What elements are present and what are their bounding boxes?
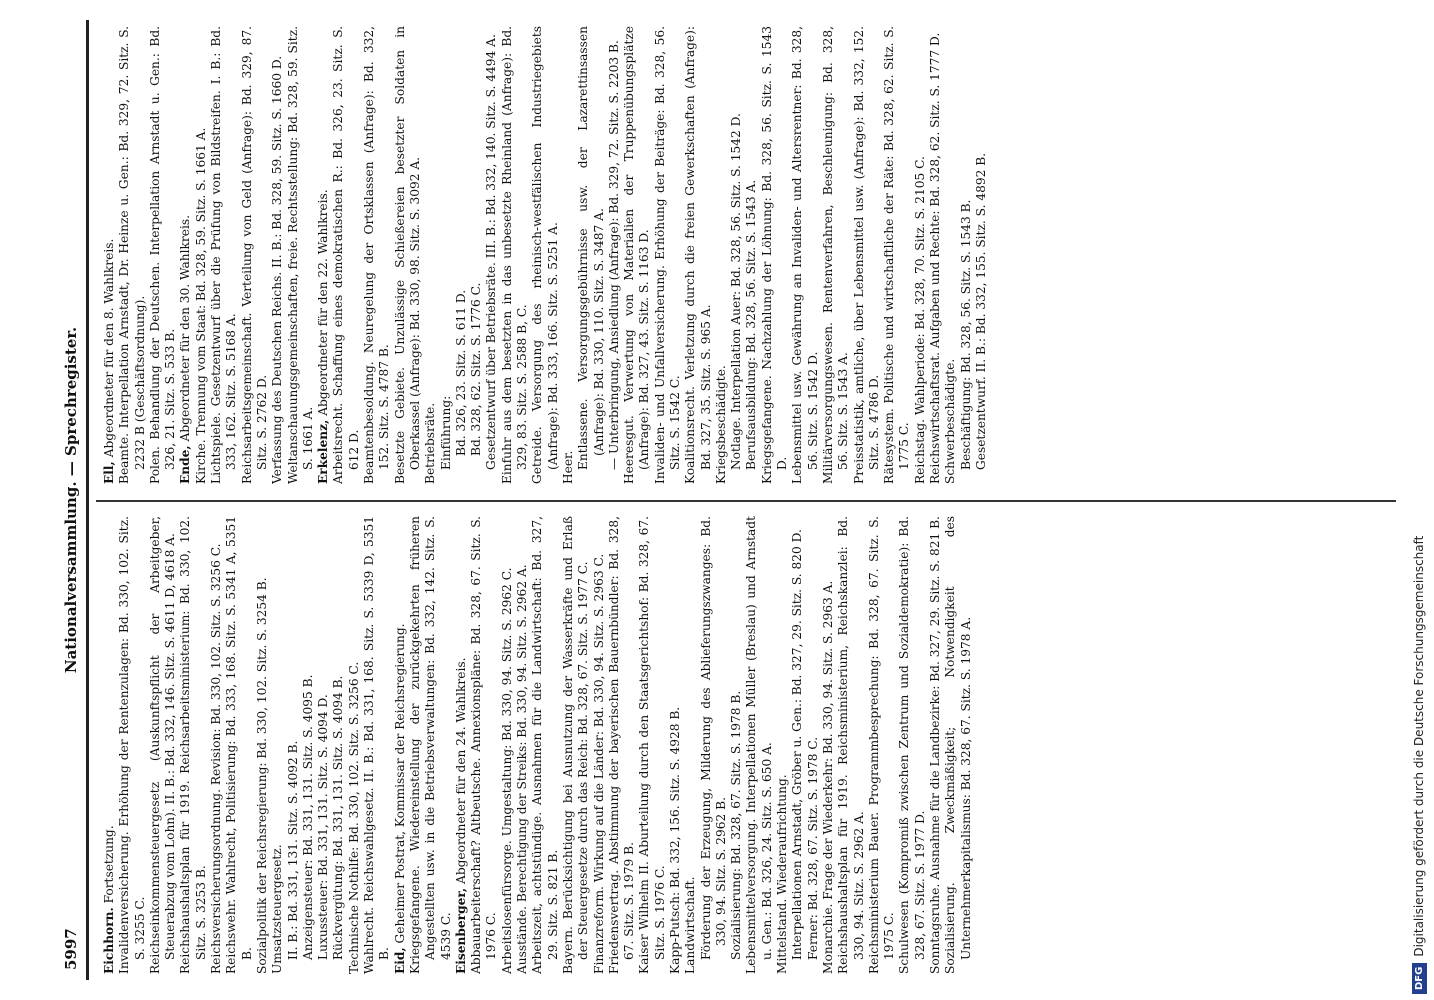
register-entry-eid — [393, 516, 408, 974]
list-item: Reichshaushaltsplan für 1919. Reichsarbeitsministerium: Bd. 330, 102. Sitz. S. 3253 B. — [178, 516, 208, 974]
entry-name: Eisenberger, — [453, 887, 468, 974]
list-item: Reichsarbeitsgemeinschaft. Verteilung von Geld (Anfrage): Bd. 329, 87. Sitz. S. 2762 D. — [239, 26, 269, 484]
list-item: Betriebsräte. — [423, 402, 438, 484]
list-item: Polen. Behandlung der Deutschen. Interpellation Arnstadt u. Gen.: Bd. 326, 21. Sitz. S. 533 B. — [147, 26, 178, 484]
list-item: Kirche. Trennung vom Staat: Bd. 328, 59. Sitz. S. 1661 A. — [193, 127, 208, 484]
entry-description: Abgeordneter für den 30. Wahlkreis. — [178, 215, 193, 442]
list-item: Reichsministerium Bauer. Programmbesprechung: Bd. 328, 67. Sitz. S. 1975 C. — [866, 516, 897, 974]
list-item: Kaiser Wilhelm II. Aburteilung durch den Staatsgerichtshof: Bd. 328, 67. Sitz. S. 1976 C. — [637, 516, 667, 974]
entry-description: Abgeordneter für den 24. Wahlkreis. — [453, 657, 468, 884]
list-item: Berufsausbildung: Bd. 328, 56. Sitz. S. 1543 A. — [744, 179, 759, 470]
list-item: Beschäftigung: Bd. 328, 56. Sitz. S. 1543 B. — [958, 199, 973, 470]
list-item: Einfuhr aus dem besetzten in das unbesetzte Rheinland (Anfrage): Bd. 329, 83. Sitz. S. 2588 B, C. — [499, 26, 530, 484]
list-item: Invalidenversicherung. Erhöhung der Rentenzulagen: Bd. 330, 102. Sitz. S. 3255 C. — [117, 516, 147, 974]
list-item: Lebensmittel usw. Gewährung an Invaliden- und Altersrentner: Bd. 328, 56. Sitz. S. 1542 D. — [790, 26, 820, 484]
list-item: Einführung: — [438, 395, 453, 470]
list-item: Verfassung des Deutschen Reichs. II. B.: Bd. 328, 59. Sitz. S. 1660 D. — [270, 55, 285, 484]
column-left — [102, 26, 1402, 484]
list-item: Arbeitsrecht. Schaffung eines demokratischen R.: Bd. 326, 23. Sitz. S. 612 D. — [331, 26, 361, 484]
list-item: Heer. — [560, 450, 575, 484]
list-item: Schulwesen (Kompromiß zwischen Zentrum und Sozialdemokratie): Bd. 328, 67. Sitz. S. 1977 D. — [897, 516, 927, 974]
list-item: Rätesystem. Politische und wirtschaftliche der Räte: Bd. 328, 62. Sitz. S. 1775 C. — [882, 26, 912, 484]
list-item: Reichswehr. Wahlrecht, Politisierung: Bd. 333, 168. Sitz. S. 5341 A, 5351 B. — [224, 516, 254, 974]
list-item: Kriegsgefangene. Nachzahlung der Löhnung: Bd. 328, 56. Sitz. S. 1543 D. — [759, 26, 790, 484]
list-item: Getreide. Versorgung des rheinisch-westfälischen Industriegebiets (Anfrage): Bd. 333, 166. Sitz. S. 5251 A. — [530, 26, 560, 484]
register-entry-ell — [102, 26, 117, 484]
list-item: Kriegsgefangene. Wiedereinstellung der zurückgekehrten früheren Angestellten usw. in die Betriebsverwaltungen: Bd. 332, 142. Sitz. S. 4539 C. — [407, 516, 453, 974]
list-item: Weltanschauungsgemeinschaften, freie. Rechtsstellung: Bd. 328, 59. Sitz. S. 1661 A. — [285, 26, 315, 484]
list-item: Arbeitslosenfürsorge. Umgestaltung: Bd. 330, 94. Sitz. S. 2962 C. — [499, 567, 514, 974]
page-number: 5997 — [62, 928, 80, 970]
digitization-credit-text: Digitalisierung gefördert durch die Deutsche Forschungsgemeinschaft — [1412, 535, 1426, 957]
list-item: Interpellationen Arnstadt, Gröber u. Gen.: Bd. 327, 29. Sitz. S. 820 D. — [790, 529, 805, 960]
column-rule — [96, 500, 1396, 502]
list-item: Heeresgut. Verwertung von Materialien der Truppenübungsplätze (Anfrage): Bd. 327, 43. Sitz. S. 1163 D. — [622, 26, 652, 484]
list-item: Friedensvertrag. Abstimmung der bayerischen Bauernbündler: Bd. 328, 67. Sitz. S. 1979 B. — [606, 516, 637, 974]
list-item: Invaliden- und Unfallversicherung. Erhöhung der Beiträge: Bd. 328, 56. Sitz. S. 1542 C. — [652, 26, 682, 484]
list-item: Koalitionsrecht. Verletzung durch die freien Gewerkschaften (Anfrage): Bd. 327, 35. Sitz. S. 965 A. — [683, 26, 713, 484]
list-item: Besetzte Gebiete. Unzulässige Schießereien besetzter Soldaten in Oberkassel (Anfrage): Bd. 330, 98. Sitz. S. 3092 A. — [392, 26, 422, 484]
entry-name: Ell, — [102, 461, 116, 484]
dfg-logo: DFG — [1412, 963, 1427, 994]
entry-name: Eid, — [392, 947, 407, 974]
list-item: II. B.: Bd. 331, 131. Sitz. S. 4092 B. — [285, 740, 300, 960]
list-item: Bd. 326, 23. Sitz. S. 611 D. — [453, 289, 468, 456]
list-item: Arbeitszeit, achtstündige. Ausnahmen für die Landwirtschaft: Bd. 327, 29. Sitz. S. 821 B. — [530, 516, 560, 974]
list-item: Beamtenbesoldung. Neuregelung der Ortsklassen (Anfrage): Bd. 332, 152. Sitz. S. 4787 B. — [362, 26, 392, 484]
list-item: — Unterbringung, Ansiedlung (Anfrage): Bd. 329, 72. Sitz. S. 2203 B. — [606, 40, 621, 470]
register-entry-eisenberger — [454, 516, 469, 974]
list-item: Förderung der Erzeugung, Milderung des Ablieferungszwanges: Bd. 330, 94. Sitz. S. 2962 B. — [698, 516, 728, 960]
list-item: Schwerbeschädigte. — [943, 358, 958, 484]
digitization-credit — [1410, 14, 1428, 994]
list-item: Abbauarbeiterschaft? Altbeutsche. Annexionspläne: Bd. 328, 67. Sitz. S. 1976 C. — [469, 516, 499, 974]
list-item: Reichswirtschaftsrat. Aufgaben und Rechte: Bd. 328, 62. Sitz. S. 1777 D. — [928, 32, 943, 484]
entry-description: Fortsetzung. — [102, 825, 116, 904]
list-item: Sozialisierung. Zweckmäßigkeit; Notwendigkeit des Unternehmerkapitalismus: Bd. 328, 67. Sitz. S. 1978 A. — [943, 516, 973, 974]
list-item: Bayern. Berücksichtigung bei Ausnutzung der Wasserkräfte und Erlaß der Steuergesetze durch das Reich: Bd. 328, 67. Sitz. S. 1977 C. — [560, 516, 591, 974]
list-item: Luxussteuer: Bd. 331, 131. Sitz. S. 4094 D. — [316, 694, 331, 960]
list-item: Reichsversicherungsordnung. Revision: Bd. 330, 102. Sitz. S. 3256 C. — [209, 543, 224, 974]
entry-name: Ende, — [178, 445, 193, 484]
list-item: Ausstände. Berechtigung der Streiks: Bd. 330, 94. Sitz. S. 2962 A. — [515, 564, 530, 974]
list-item: Gesetzentwurf. II. B.: Bd. 332, 155. Sitz. S. 4892 B. — [973, 152, 988, 470]
list-item: Ferner: Bd. 328, 67. Sitz. S. 1978 C. — [805, 736, 820, 960]
running-head — [62, 30, 84, 970]
register-entry-erkelenz — [316, 26, 331, 484]
column-right — [102, 516, 1402, 974]
list-item: Preisstatistik, amtliche, über Lebensmittel usw. (Anfrage): Bd. 332, 152. Sitz. S. 4786 D. — [851, 26, 881, 484]
list-item: Sonntagsruhe. Ausnahme für die Landbezirke: Bd. 327, 29. Sitz. S. 821 B. — [928, 516, 943, 974]
entry-description: Abgeordneter für den 8. Wahlkreis. — [102, 238, 116, 458]
running-title: Nationalversammlung. — Sprechregister. — [62, 326, 80, 674]
list-item: Gesetzentwurf über Betriebsräte. III. B.: Bd. 332, 140. Sitz. S. 4494 A. — [484, 34, 499, 470]
register-entry-eichhorn — [102, 516, 117, 974]
list-item: Entlassene. Versorgungsgebührnisse usw. der Lazarettinsassen (Anfrage): Bd. 330, 110. Sitz. S. 3487 A. — [576, 26, 606, 470]
list-item: Sozialisierung: Bd. 328, 67. Sitz. S. 1978 B. — [729, 690, 744, 960]
list-item: Reichstag. Wahlperiode: Bd. 328, 70. Sitz. S. 2105 C. — [912, 156, 927, 484]
list-item: Kapp-Putsch: Bd. 332, 156. Sitz. S. 4928 B. — [667, 706, 682, 974]
entry-name: Erkelenz, — [316, 419, 331, 484]
list-item: Technische Nothilfe: Bd. 330, 102. Sitz. S. 3256 C. — [346, 661, 361, 974]
list-item: Monarchie. Frage der Wiederkehr: Bd. 330, 94. Sitz. S. 2963 A. — [820, 580, 835, 974]
list-item: Sozialpolitik der Reichsregierung: Bd. 330, 102. Sitz. S. 3254 B. — [254, 577, 269, 974]
list-item: Mittelstand. Wiederaufrichtung. — [775, 774, 790, 974]
list-item: Beamte. Interpellation Arnstadt, Dr. Heinze u. Gen.: Bd. 329, 72. Sitz. S. 2232 B (Geschäftsordnung). — [117, 26, 147, 484]
entry-description: Abgeordneter für den 22. Wahlkreis. — [316, 189, 331, 416]
list-item: Reichseinkommensteuergesetz (Auskunftspflicht der Arbeitgeber, Steuerabzug vom Lohn). II. B.: Bd. 332, 146. Sitz. S. 4611 D, 4618 A. — [147, 516, 178, 974]
list-item: Lichtspiele. Gesetzentwurf über die Prüfung von Bildstreifen. I. B.: Bd. 333, 162. Sitz. S. 5168 A. — [209, 26, 239, 484]
register-entry-ende — [178, 26, 193, 484]
list-item: Notlage. Interpellation Auer: Bd. 328, 56. Sitz. S. 1542 D. — [729, 113, 744, 470]
list-item: Umsatzsteuergesetz. — [270, 844, 285, 974]
list-item: Wahlrecht. Reichswahlgesetz. II. B.: Bd. 331, 168. Sitz. S. 5339 D, 5351 B. — [362, 516, 392, 974]
list-item: Finanzreform. Wirkung auf die Länder: Bd. 330, 94. Sitz. S. 2963 C. — [591, 553, 606, 974]
list-item: Landwirtschaft. — [683, 876, 698, 974]
list-item: Anzeigensteuer: Bd. 331, 131. Sitz. S. 4095 B. — [300, 674, 315, 960]
entry-description: Geheimer Postrat, Kommissar der Reichsregierung. — [392, 623, 407, 944]
list-item: Militärversorgungswesen. Rentenverfahren, Beschleunigung: Bd. 328, 56. Sitz. S. 1543 A. — [820, 26, 851, 484]
list-item: Kriegsbeschädigte. — [713, 365, 728, 484]
header-rule — [86, 20, 89, 980]
list-item: Reichshaushaltsplan für 1919. Reichsministerium, Reichskanzlei: Bd. 330, 94. Sitz. S. 2962 A. — [836, 516, 866, 974]
list-item: Rückvergütung: Bd. 331, 131. Sitz. S. 4094 B. — [331, 675, 346, 960]
list-item: Bd. 328, 62. Sitz. S. 1776 C. — [469, 282, 484, 456]
list-item: Lebensmittelversorgung. Interpellationen Müller (Breslau) und Arnstadt u. Gen.: Bd. 326, 24. Sitz. S. 650 A. — [744, 516, 774, 974]
entry-name: Eichhorn. — [102, 907, 116, 974]
